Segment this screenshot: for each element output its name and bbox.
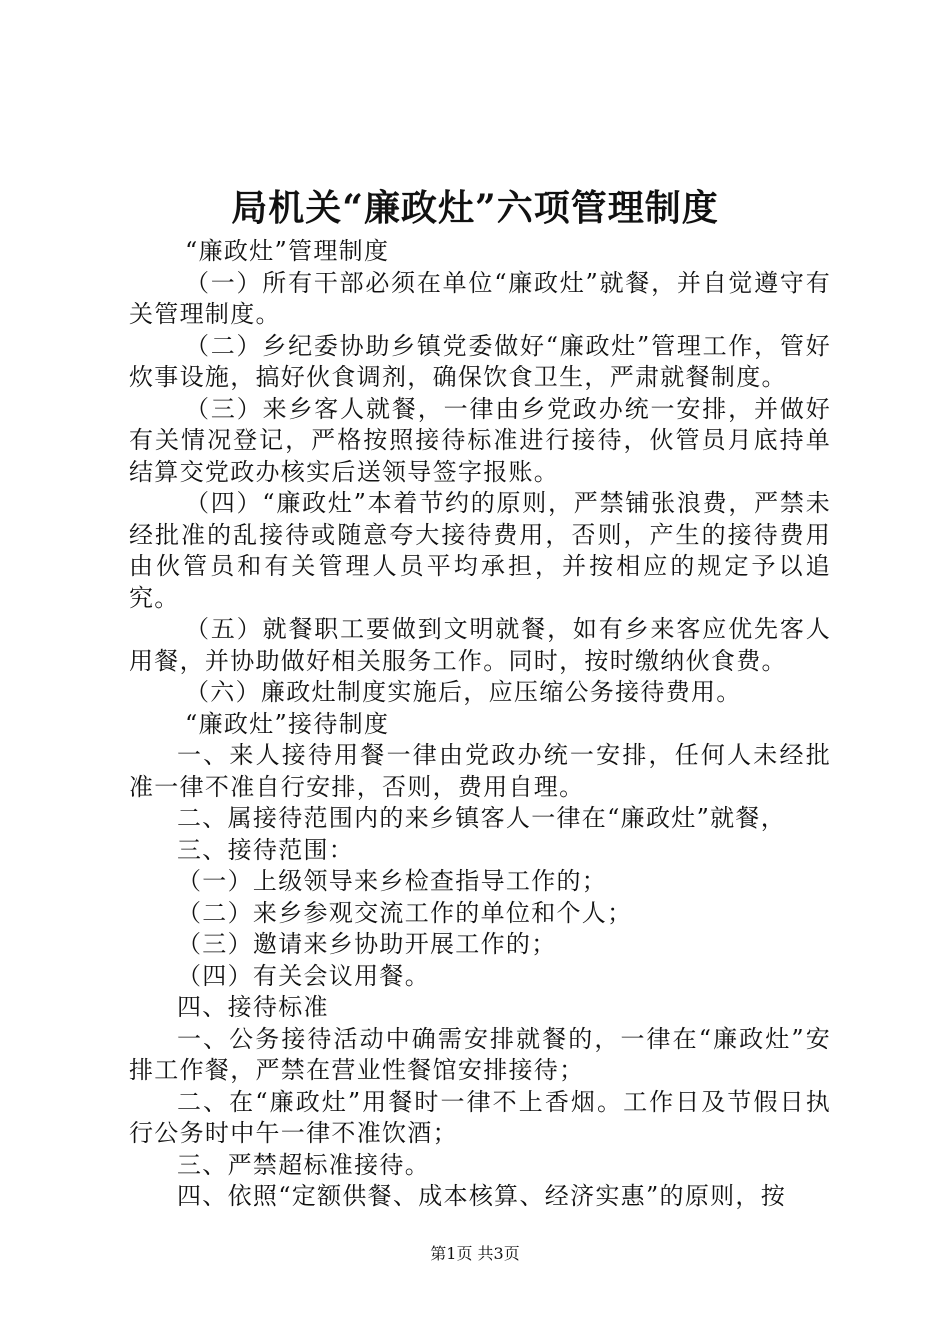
- list-item: （二）来乡参观交流工作的单位和个人；: [177, 898, 633, 927]
- paragraph: （六）廉政灶制度实施后，应压缩公务接待费用。: [185, 678, 742, 706]
- document-body: [129, 236, 831, 1213]
- paragraph: 一、来人接待用餐一律由党政办统一安排，任何人未经批准一律不准自行安排，否则，费用自理。: [129, 741, 831, 801]
- list-item: （一）上级领导来乡检查指导工作的；: [177, 867, 608, 895]
- paragraph: 三、接待范围：: [177, 835, 355, 864]
- paragraph: （四）“廉政灶”本着节约的原则，严禁铺张浪费，严禁未经批准的乱接待或随意夸大接待费用，否则，产生的接待费用由伙管员和有关管理人员平均承担，并按相应的规定予以追究。: [129, 489, 831, 612]
- paragraph: （一）所有干部必须在单位“廉政灶”就餐，并自觉遵守有关管理制度。: [129, 268, 831, 328]
- section-heading: “廉政灶”接待制度: [185, 709, 390, 738]
- paragraph: （二）乡纪委协助乡镇党委做好“廉政灶”管理工作，管好炊事设施，搞好伙食调剂，确保饮食卫生，严肃就餐制度。: [129, 331, 831, 391]
- paragraph: （三）来乡客人就餐，一律由乡党政办统一安排，并做好有关情况登记，严格按照接待标准进行接待，伙管员月底持单结算交党政办核实后送领导签字报账。: [129, 394, 831, 486]
- list-item: （三）邀请来乡协助开展工作的；: [177, 930, 557, 958]
- paragraph: 三、严禁超标准接待。: [177, 1150, 430, 1179]
- list-item: （四）有关会议用餐。: [177, 961, 430, 990]
- paragraph: 二、属接待范围内的来乡镇客人一律在“廉政灶”就餐，: [177, 804, 787, 832]
- document-title: 局机关“廉政灶”六项管理制度: [231, 187, 719, 229]
- page-number: 第1页 共3页: [430, 1244, 520, 1263]
- paragraph: 二、在“廉政灶”用餐时一律不上香烟。工作日及节假日执行公务时中午一律不准饮酒；: [129, 1087, 831, 1147]
- paragraph: 四、依照“定额供餐、成本核算、经济实惠”的原则，按: [177, 1182, 787, 1210]
- paragraph: （五）就餐职工要做到文明就餐，如有乡来客应优先客人用餐，并协助做好相关服务工作。同时，按时缴纳伙食费。: [129, 615, 831, 675]
- section-heading: “廉政灶”管理制度: [185, 237, 390, 265]
- paragraph: 一、公务接待活动中确需安排就餐的，一律在“廉政灶”安排工作餐，严禁在营业性餐馆安排接待；: [129, 1024, 831, 1084]
- paragraph: 四、接待标准: [177, 993, 329, 1021]
